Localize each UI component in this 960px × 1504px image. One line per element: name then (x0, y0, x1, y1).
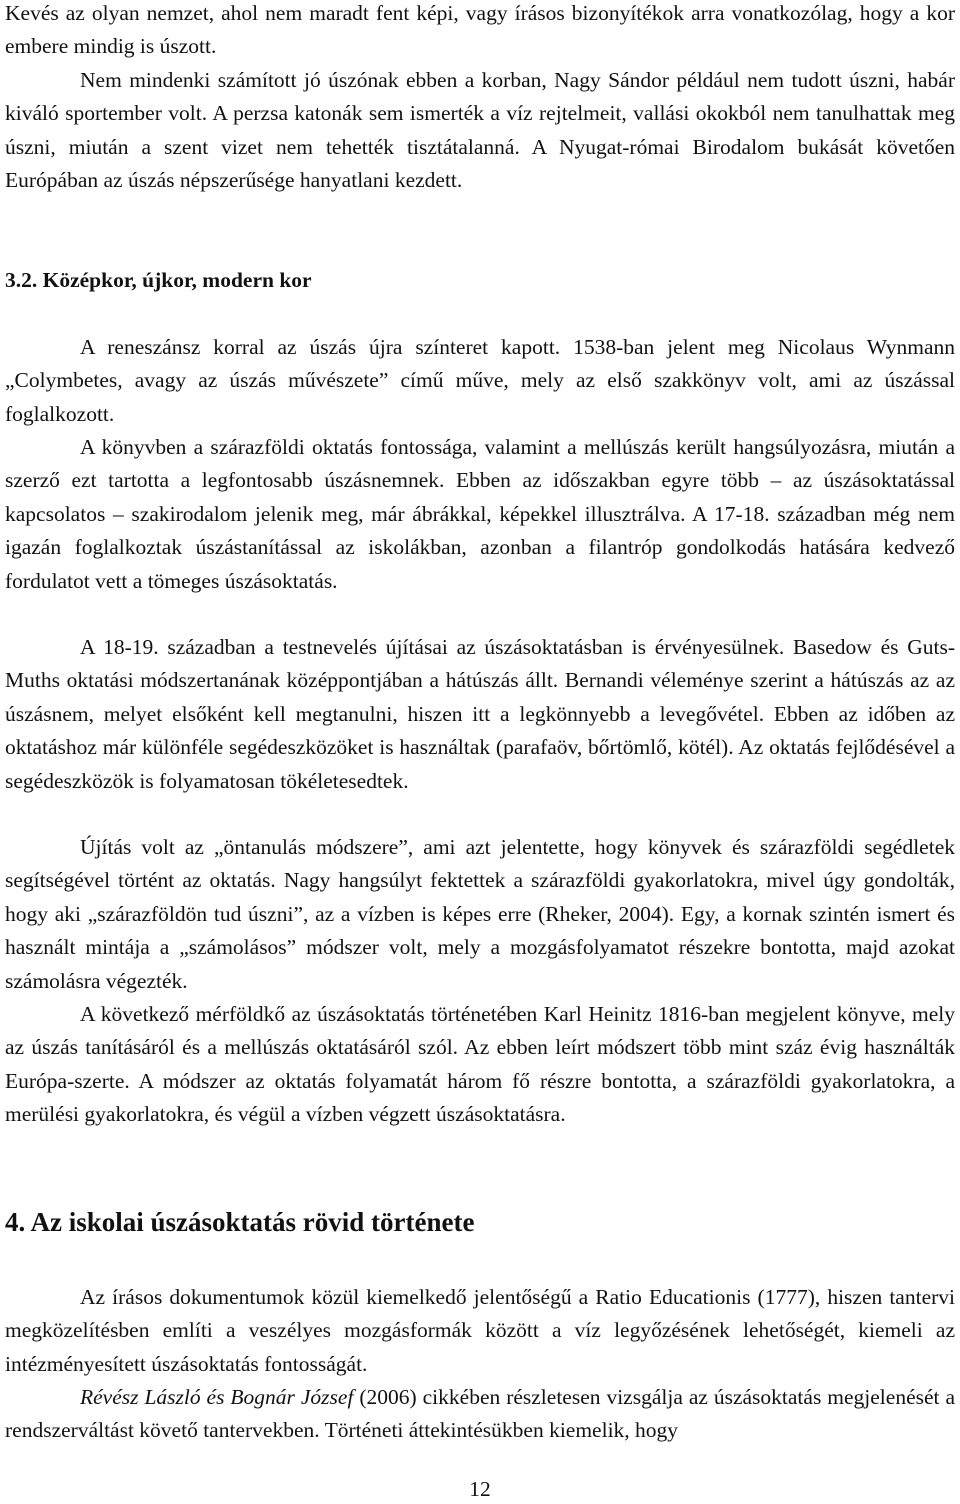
page-number: 12 (469, 1477, 491, 1501)
paragraph-self-learning-method: Újítás volt az „öntanulás módszere”, ami azt jelentette, hogy könyvek és szárazföldi segédletek segítségével történt az oktatás. Nagy hangsúlyt fektettek a szárazföldi gyakorlatokra, mivel úgy gondolták, hogy aki „szárazföldön tud úszni”, az a vízben is képes erre (Rheker, 2004). Egy, a kornak szintén ismert és használt mintája a „számolásos” módszer volt, mely a mozgásfolyamatot részekre bontotta, majd azokat számolásra végezték. (5, 835, 955, 993)
paragraph-renaissance: A reneszánsz korral az úszás újra színteret kapott. 1538-ban jelent meg Nicolaus Wynmann „Colymbetes, avagy az úszás művészete” című műve, mely az első szakkönyv volt, ami az úszással foglalkozott. (5, 335, 955, 426)
paragraph-ratio-educationis: Az írásos dokumentumok közül kiemelkedő jelentőségű a Ratio Educationis (1777), hiszen tantervi megközelítésben említi a veszélyes mozgásformák között a víz legyőzésének lehetőségét, kiemeli az intézményesített úszásoktatás fontosságát. (5, 1285, 955, 1376)
paragraph-revesz-bognar (5, 1381, 955, 1448)
chapter-heading-4: 4. Az iskolai úszásoktatás rövid története (5, 1207, 475, 1237)
authors-italic: Révész László és Bognár József (80, 1385, 354, 1409)
section-heading-3-2: 3.2. Középkor, újkor, modern kor (5, 268, 312, 292)
paragraph-karl-heinitz: A következő mérföldkő az úszásoktatás történetében Karl Heinitz 1816-ban megjelent könyve, mely az úszás tanításáról és a mellúszás oktatásáról szól. Az ebben leírt módszert több mint száz évig használták Európa-szerte. A módszer az oktatás folyamatát három fő részre bontotta, a szárazföldi gyakorlatokra, a merülési gyakorlatokra, és végül a vízben végzett úszásoktatásra. (5, 1002, 955, 1127)
paragraph-intro: Kevés az olyan nemzet, ahol nem maradt fent képi, vagy írásos bizonyítékok arra vonatkozólag, hogy a kor embere mindig is úszott. (5, 1, 955, 59)
paragraph-18-19-century: A 18-19. században a testnevelés újításai az úszásoktatásban is érvényesülnek. Basedow és Guts-Muths oktatási módszertanának középpontjában a hátúszás állt. Bernandi véleménye szerint a hátúszás az az úszásnem, melyet elsőként kell megtanulni, hiszen itt a legkönnyebb a levegővétel. Ebben az időben az oktatáshoz már különféle segédeszközöket is használtak (parafaöv, bőrtömlő, kötél). Az oktatás fejlődésével a segédeszközök is folyamatosan tökéletesedtek. (5, 635, 955, 793)
paragraph-revesz-bognar-text: (2006) cikkében részletesen vizsgálja az úszásoktatás megjelenését a rendszerváltást követő tantervekben. Történeti áttekintésükben kiemelik, hogy (5, 1385, 955, 1443)
paragraph-ancient-swimming: Nem mindenki számított jó úszónak ebben a korban, Nagy Sándor például nem tudott úszni, habár kiváló sportember volt. A perzsa katonák sem ismerték a víz rejtelmeit, vallási okokból nem tanulhattak meg úszni, miután a szent vizet nem tehették tisztátalanná. A Nyugat-római Birodalom bukását követően Európában az úszás népszerűsége hanyatlani kezdett. (5, 68, 955, 193)
paragraph-dryland-training: A könyvben a szárazföldi oktatás fontossága, valamint a mellúszás került hangsúlyozásra, miután a szerző ezt tartotta a legfontosabb úszásnemnek. Ebben az időszakban egyre több – az úszásoktatással kapcsolatos – szakirodalom jelenik meg, már ábrákkal, képekkel illusztrálva. A 17-18. században még nem igazán foglalkoztak úszástanítással az iskolákban, azonban a filantróp gondolkodás hatására kedvező fordulatot vett a tömeges úszásoktatás. (5, 435, 955, 593)
